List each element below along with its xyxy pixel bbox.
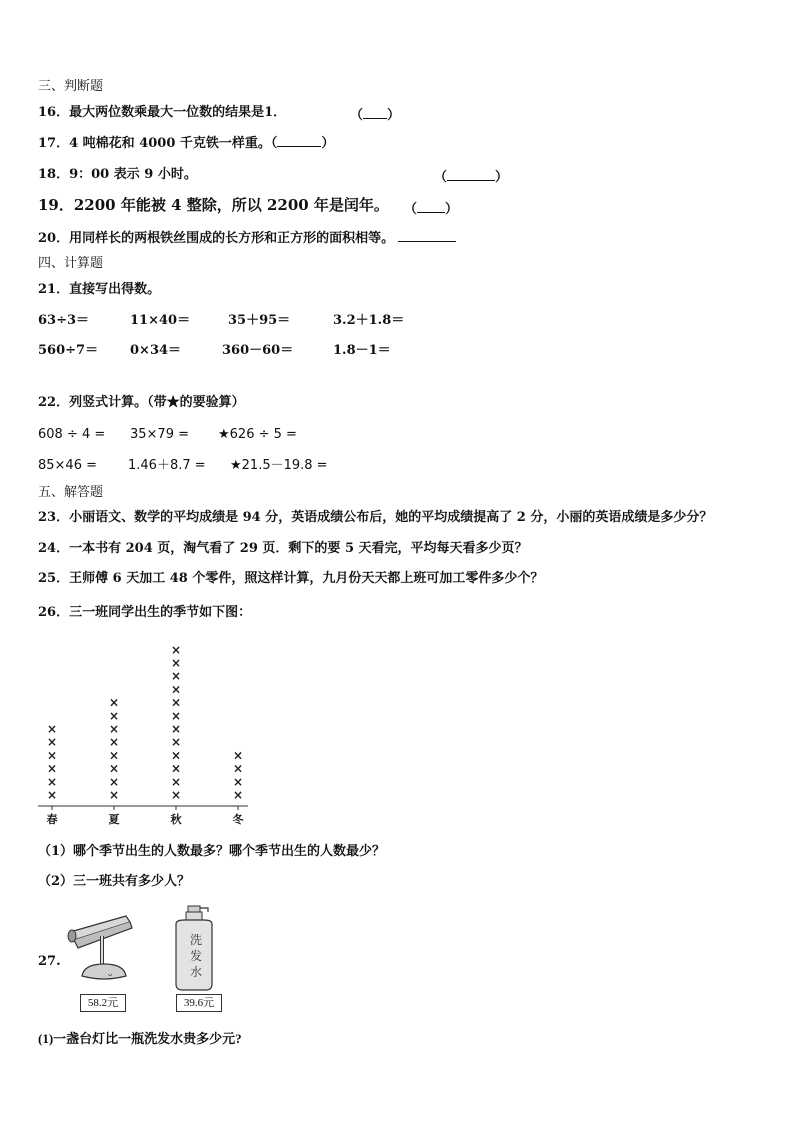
calc-item: 3.2＋1.8＝ [333, 313, 405, 328]
chart-mark-2-5: × [170, 722, 182, 736]
question-26-sub1: （1）哪个季节出生的人数最多？哪个季节出生的人数最少？ [38, 844, 386, 859]
calc-item: 560÷7＝ [38, 343, 99, 358]
question-27-sub1: (1)一盏台灯比一瓶洗发水贵多少元? [38, 1031, 242, 1046]
lamp-price-tag: 58.2元 [80, 994, 126, 1012]
chart-mark-2-9: × [170, 669, 182, 684]
chart-mark-0-3: × [46, 748, 58, 763]
calc-item: 1.8－1＝ [333, 343, 391, 358]
vertical-calc-item: 85×46 = [38, 458, 98, 473]
svg-text:ᴗ: ᴗ [108, 970, 113, 978]
question-27-label: 27. [38, 954, 61, 969]
question-26-sub2: （2）三一班共有多少人？ [38, 874, 191, 889]
section-word-problems: 五、解答题 [38, 485, 104, 500]
chart-mark-2-10: × [170, 656, 182, 670]
chart-mark-1-1: × [108, 774, 120, 789]
question-22: 22．列竖式计算。（带★的要验算） [38, 395, 245, 410]
vertical-calc-item: 35×79 = [130, 427, 190, 442]
x-tick-label-3: 冬 [232, 813, 244, 826]
chart-mark-1-3: × [108, 748, 120, 763]
chart-mark-0-2: × [46, 761, 58, 776]
answer-blank-18[interactable]: （ ） [434, 170, 509, 185]
question-23: 23．小丽语文、数学的平均成绩是 94 分，英语成绩公布后，她的平均成绩提高了 2 分，小丽的英语成绩是多少分？ [38, 510, 713, 525]
bottle-price-tag: 39.6元 [176, 994, 222, 1012]
question-26: 26．三一班同学出生的季节如下图： [38, 605, 252, 620]
vertical-calc-item: ★21.5－19.8 = [230, 458, 328, 473]
question-24: 24．一本书有 204 页，淘气看了 29 页．剩下的要 5 天看完，平均每天看多少页？ [38, 541, 528, 556]
chart-mark-2-1: × [170, 774, 182, 789]
bottle-label: 洗 发 水 [189, 933, 202, 979]
question-25: 25．王师傅 6 天加工 48 个零件，照这样计算，九月份天天都上班可加工零件多少个？ [38, 571, 544, 586]
chart-mark-1-4: × [108, 735, 120, 750]
question-21: 21．直接写出得数。 [38, 282, 161, 297]
season-birth-chart [38, 630, 258, 830]
chart-mark-3-1: × [232, 774, 244, 789]
chart-mark-0-0: × [46, 788, 58, 802]
x-tick-label-0: 春 [46, 813, 58, 826]
chart-mark-1-0: × [108, 788, 120, 802]
chart-mark-2-0: × [170, 788, 182, 802]
chart-mark-3-3: × [232, 748, 244, 763]
question-17: 17．4 吨棉花和 4000 千克铁一样重。（ ） [38, 136, 335, 151]
calc-item: 0×34＝ [130, 343, 182, 358]
calc-item: 35＋95＝ [228, 313, 291, 328]
answer-blank-17[interactable] [277, 134, 321, 147]
chart-mark-3-0: × [232, 788, 244, 802]
chart-mark-2-8: × [170, 682, 182, 697]
calc-item: 11×40＝ [130, 313, 191, 328]
vertical-calc-item: ★626 ÷ 5 = [218, 427, 297, 442]
x-tick-label-1: 夏 [108, 813, 120, 826]
chart-mark-0-4: × [46, 735, 58, 750]
x-tick-label-2: 秋 [170, 813, 182, 826]
chart-mark-2-4: × [170, 735, 182, 750]
answer-blank-20[interactable] [398, 229, 456, 242]
chart-mark-2-11: × [170, 642, 182, 657]
chart-mark-1-2: × [108, 761, 120, 776]
question-18: 18．9：00 表示 9 小时。 [38, 167, 197, 182]
chart-mark-0-1: × [46, 774, 58, 789]
vertical-calc-item: 1.46＋8.7 = [128, 458, 206, 473]
chart-mark-3-2: × [232, 761, 244, 776]
question-16: 16．最大两位数乘最大一位数的结果是1． [38, 105, 287, 120]
chart-mark-2-6: × [170, 708, 182, 723]
question-19: 19．2200 年能被 4 整除，所以 2200 年是闰年。 [38, 196, 389, 214]
chart-mark-2-2: × [170, 761, 182, 776]
chart-mark-0-5: × [46, 722, 58, 736]
section-judgement: 三、判断题 [38, 79, 104, 94]
question-20: 20．用同样长的两根铁丝围成的长方形和正方形的面积相等。 [38, 229, 456, 248]
calc-item: 360－60＝ [222, 343, 294, 358]
chart-mark-2-7: × [170, 695, 182, 710]
desk-lamp-icon [64, 910, 154, 992]
chart-mark-1-6: × [108, 708, 120, 723]
answer-blank-16[interactable]: （ ） [350, 108, 401, 123]
chart-mark-1-7: × [108, 695, 120, 710]
calc-item: 63÷3＝ [38, 313, 90, 328]
section-calculation: 四、计算题 [38, 256, 104, 271]
vertical-calc-item: 608 ÷ 4 = [38, 427, 106, 442]
chart-mark-1-5: × [108, 722, 120, 736]
answer-blank-19[interactable]: （ ） [404, 202, 459, 217]
chart-mark-2-3: × [170, 748, 182, 763]
